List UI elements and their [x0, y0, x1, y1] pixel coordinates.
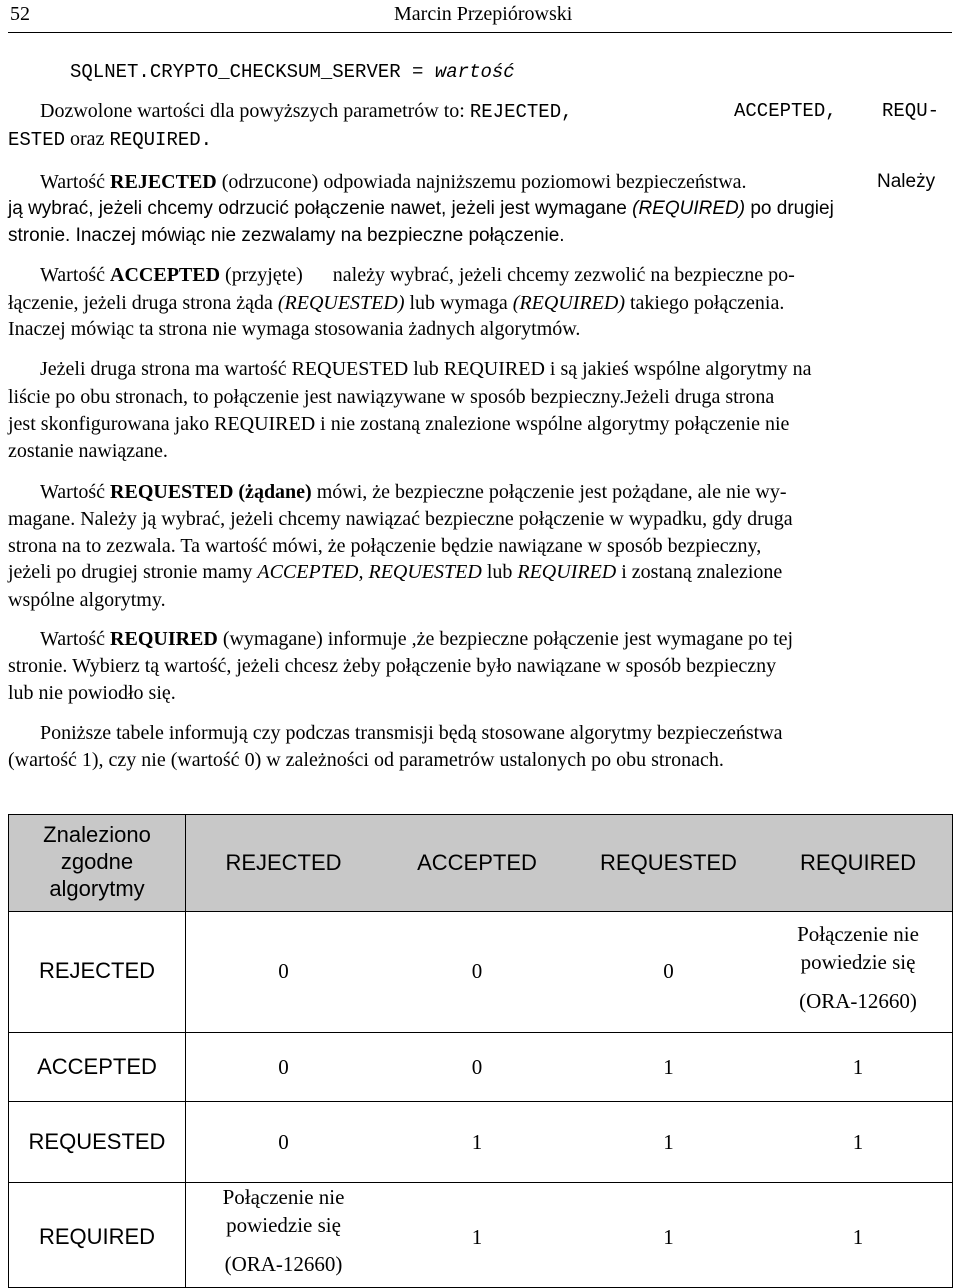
table-cell: 1 [852, 1130, 864, 1154]
text-run: Dozwolone wartości dla powyższych parametrów to: [40, 100, 470, 122]
paragraph-line: Poniższe tabele informują czy podczas transmisji będą stosowane algorytmy bezpieczeństwa [40, 722, 783, 744]
paragraph-line [8, 290, 784, 316]
corner-label-line: zgodne [60, 849, 134, 874]
text-run: (przyjęte) należy wybrać, jeżeli chcemy zezwolić na bezpieczne po- [220, 264, 795, 286]
paragraph-line [40, 98, 573, 124]
code-line [70, 59, 515, 85]
column-header-rejected: REJECTED [225, 850, 342, 875]
paragraph-line [8, 559, 782, 585]
cell-line: Połączenie nie [797, 922, 919, 946]
paragraph-line: strona na to zezwala. Ta wartość mówi, że połączenie będzie nawiązane w sposób bezpieczny, [8, 535, 762, 557]
table-row [9, 1183, 953, 1288]
text-run: i zostaną znalezione [616, 561, 783, 583]
paragraph-line: stronie. Inaczej mówiąc nie zezwalamy na bezpieczne połączenie. [8, 225, 565, 246]
italic-run: ACCEPTED, REQUESTED [257, 561, 482, 583]
text-run: Wartość [40, 628, 111, 650]
paragraph-line: liście po obu stronach, to połączenie jest nawiązywane w sposób bezpieczny.Jeżeli druga strona [8, 386, 775, 408]
text-run: Należy [877, 171, 936, 192]
paragraph-line: (wartość 1), czy nie (wartość 0) w zależności od parametrów ustalonych po obu stronach. [8, 749, 724, 771]
row-label-required: REQUIRED [38, 1224, 156, 1249]
cell-line: powiedzie się [800, 950, 916, 974]
paragraph-line: lub nie powiodło się. [8, 682, 176, 704]
text-run: mówi, że bezpieczne połączenie jest pożądane, ale nie wy- [311, 481, 787, 503]
text-run: (wymagane) informuje ,że bezpieczne połączenie jest wymagane po tej [217, 628, 794, 650]
code-run: ACCEPTED, [734, 100, 837, 122]
code-run: ESTED [8, 129, 66, 151]
text-run: po drugiej [745, 198, 834, 219]
text-run: ją wybrać, jeżeli chcemy odrzucić połączenie nawet, jeżeli jest wymagane [8, 198, 633, 219]
bold-run: REQUIRED [110, 628, 218, 650]
error-code: (ORA-12660) [799, 989, 917, 1013]
table-cell: 0 [663, 959, 674, 983]
text-run: takiego połączenia. [624, 292, 785, 314]
table-cell: 1 [852, 1225, 864, 1249]
paragraph-line: magane. Należy ją wybrać, jeżeli chcemy nawiązać bezpieczne połączenie w wypadku, gdy druga [8, 508, 793, 530]
paragraph-line [40, 262, 952, 288]
table-header-row [9, 815, 953, 912]
table-cell: 0 [278, 959, 289, 983]
paragraph-line [8, 126, 212, 152]
paragraph-line: wspólne algorytmy. [8, 589, 166, 611]
paragraph-line [40, 479, 787, 505]
corner-label-line: algorytmy [49, 876, 145, 901]
italic-run: (REQUIRED) [632, 198, 746, 219]
paragraph-line: stronie. Wybierz tą wartość, jeżeli chcesz żeby połączenie było nawiązane w sposób bezpieczny [8, 655, 777, 677]
text-run: Wartość [40, 264, 111, 286]
column-header-strip [186, 815, 953, 912]
italic-run: (REQUESTED) [277, 292, 405, 314]
corner-cell [9, 815, 186, 912]
table-cell: 1 [471, 1130, 483, 1154]
text-run: Wartość [40, 171, 111, 193]
table-cell: 0 [278, 1130, 289, 1154]
cell-line: powiedzie się [226, 1213, 341, 1237]
text-run: lub wymaga [404, 292, 513, 314]
bold-run: REQUESTED (żądane) [110, 481, 312, 503]
text-run: jeżeli po drugiej stronie mamy [8, 561, 258, 583]
code-run: REQUIRED. [109, 129, 213, 151]
code-value: wartość [434, 61, 515, 83]
row-label-requested: REQUESTED [28, 1129, 166, 1154]
bold-run: ACCEPTED [110, 264, 221, 286]
table-cell: 0 [278, 1055, 289, 1079]
row-label-rejected: REJECTED [38, 958, 156, 983]
table-cell: 1 [663, 1225, 674, 1249]
paragraph-line: Jeżeli druga strona ma wartość REQUESTED lub REQUIRED i są jakieś wspólne algorytmy na [40, 358, 812, 380]
row-label-cell [9, 1033, 186, 1102]
table-row [9, 1102, 953, 1183]
text-run: oraz [65, 128, 110, 150]
table-cell-error [764, 920, 952, 1015]
table-row [9, 1033, 953, 1102]
page-number: 52 [10, 3, 30, 25]
text-run: (odrzucone) odpowiada najniższemu poziomowi bezpieczeństwa. [216, 171, 747, 193]
row-label-cell [9, 912, 186, 1033]
page-header [8, 0, 952, 33]
code-param: SQLNET.CRYPTO_CHECKSUM_SERVER = [70, 61, 435, 83]
error-code: (ORA-12660) [224, 1252, 343, 1276]
paragraph-line: jest skonfigurowana jako REQUIRED i nie zostaną znalezione wspólne algorytmy połączenie nie [8, 413, 790, 435]
column-header-accepted: ACCEPTED [417, 850, 537, 875]
table-cell: 1 [663, 1130, 674, 1154]
cell-line: Połączenie nie [222, 1185, 345, 1209]
corner-label [9, 821, 185, 902]
italic-run: REQUIRED [517, 561, 617, 583]
code-run: REJECTED, [469, 101, 573, 123]
table-row [9, 912, 953, 1033]
paragraph-line [40, 169, 747, 195]
row-label-accepted: ACCEPTED [37, 1054, 157, 1079]
corner-label-line: Znaleziono [43, 822, 151, 847]
text-run: Wartość [40, 481, 111, 503]
table-cell: 1 [852, 1055, 864, 1079]
paragraph-line [40, 626, 793, 652]
row-values-cell [186, 912, 953, 1033]
table-cell-error [186, 1183, 381, 1278]
row-values-cell [186, 1183, 953, 1288]
text-run: łączenie, jeżeli druga strona żąda [8, 292, 278, 314]
row-values-cell [186, 1102, 953, 1183]
page-author: Marcin Przepiórowski [394, 3, 573, 25]
column-header-required: REQUIRED [799, 850, 917, 875]
italic-run: (REQUIRED) [512, 292, 625, 314]
algorithms-table [8, 814, 953, 1288]
paragraph-line [8, 196, 834, 222]
bold-run: REJECTED [110, 171, 217, 193]
table-cell: 0 [471, 959, 483, 983]
row-label-cell [9, 1102, 186, 1183]
table-cell: 0 [471, 1055, 483, 1079]
table-cell: 1 [663, 1055, 674, 1079]
row-values-cell [186, 1033, 953, 1102]
column-header-requested: REQUESTED [600, 850, 737, 875]
table-cell: 1 [471, 1225, 483, 1249]
paragraph-line: zostanie nawiązane. [8, 440, 168, 462]
code-run: REQU- [882, 100, 940, 122]
text-run: lub [481, 561, 518, 583]
paragraph-line: Inaczej mówiąc ta strona nie wymaga stosowania żadnych algorytmów. [8, 318, 581, 340]
row-label-cell [9, 1183, 186, 1288]
